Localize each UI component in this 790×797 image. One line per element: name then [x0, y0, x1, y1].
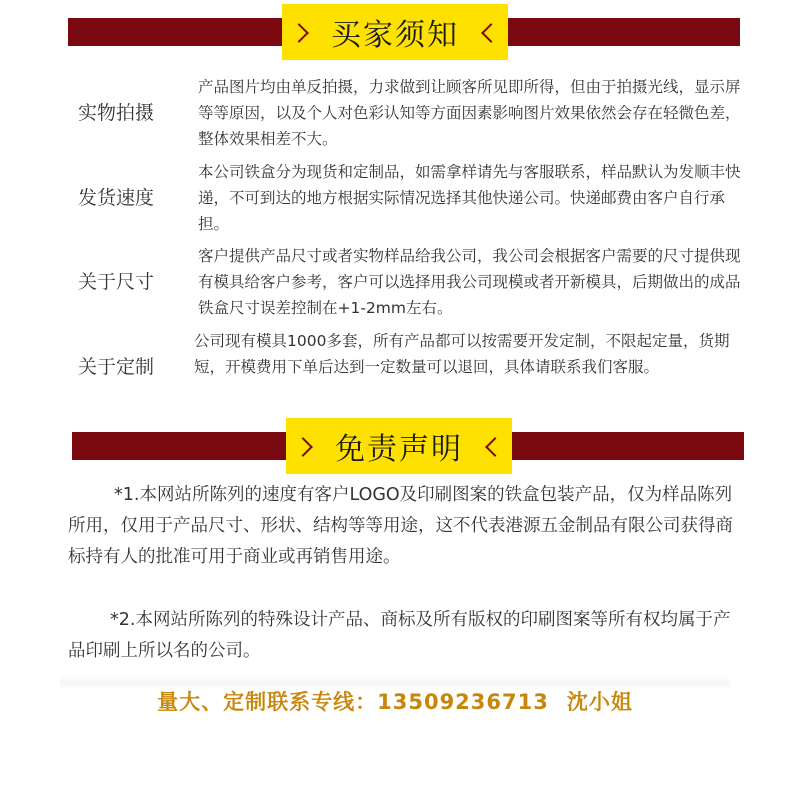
section-title: 买家须知 [331, 18, 459, 53]
section-title-banner [286, 418, 512, 474]
notice-row-text: 本公司铁盒分为现货和定制品，如需拿样请先与客服联系，样品默认为发顺丰快递，不可到达的地方根据实际情况选择其他快递公司。快递邮费由客户自行承担。 [198, 163, 741, 233]
disclaimer-paragraph: *2.本网站所陈列的特殊设计产品、商标及所有版权的印刷图案等所有权均属于产品印刷上所以名的公司。 [68, 610, 731, 661]
notice-row-label: 关于尺寸 [78, 271, 155, 293]
notice-row-text: 客户提供产品尺寸或者实物样品给我公司，我公司会根据客户需要的尺寸提供现有模具给客户参考，客户可以选择用我公司现模或者开新模具，后期做出的成品铁盒尺寸误差控制在+1-2mm左右。 [198, 247, 741, 317]
notice-row-label: 关于定制 [78, 356, 155, 378]
contact-phone: 13509236713 [377, 690, 549, 714]
section-title: 免责声明 [335, 432, 463, 467]
contact-line [0, 686, 790, 716]
disclaimer-paragraph: *1.本网站所陈列的速度有客户LOGO及印刷图案的铁盒包装产品，仅为样品陈列所用，仅用于产品尺寸、形状、结构等等用途，这不代表港源五金制品有限公司获得商标持有人的批准可用于商业或再销售用途。 [68, 485, 733, 567]
notice-row-text: 公司现有模具1000多套，所有产品都可以按需要开发定制，不限起定量，货期短，开模费用下单后达到一定数量可以退回，具体请联系我们客服。 [194, 332, 730, 376]
contact-label: 量大、定制联系专线： [157, 690, 378, 714]
notice-row-label: 发货速度 [78, 187, 155, 209]
section-title-banner [282, 4, 508, 60]
contact-name: 沈小姐 [566, 690, 633, 714]
notice-row-label: 实物拍摄 [78, 102, 155, 124]
notice-row-text: 产品图片均由单反拍摄，力求做到让顾客所见即所得，但由于拍摄光线，显示屏等等原因，以及个人对色彩认知等方面因素影响图片效果依然会存在轻微色差，整体效果相差不大。 [198, 78, 741, 148]
